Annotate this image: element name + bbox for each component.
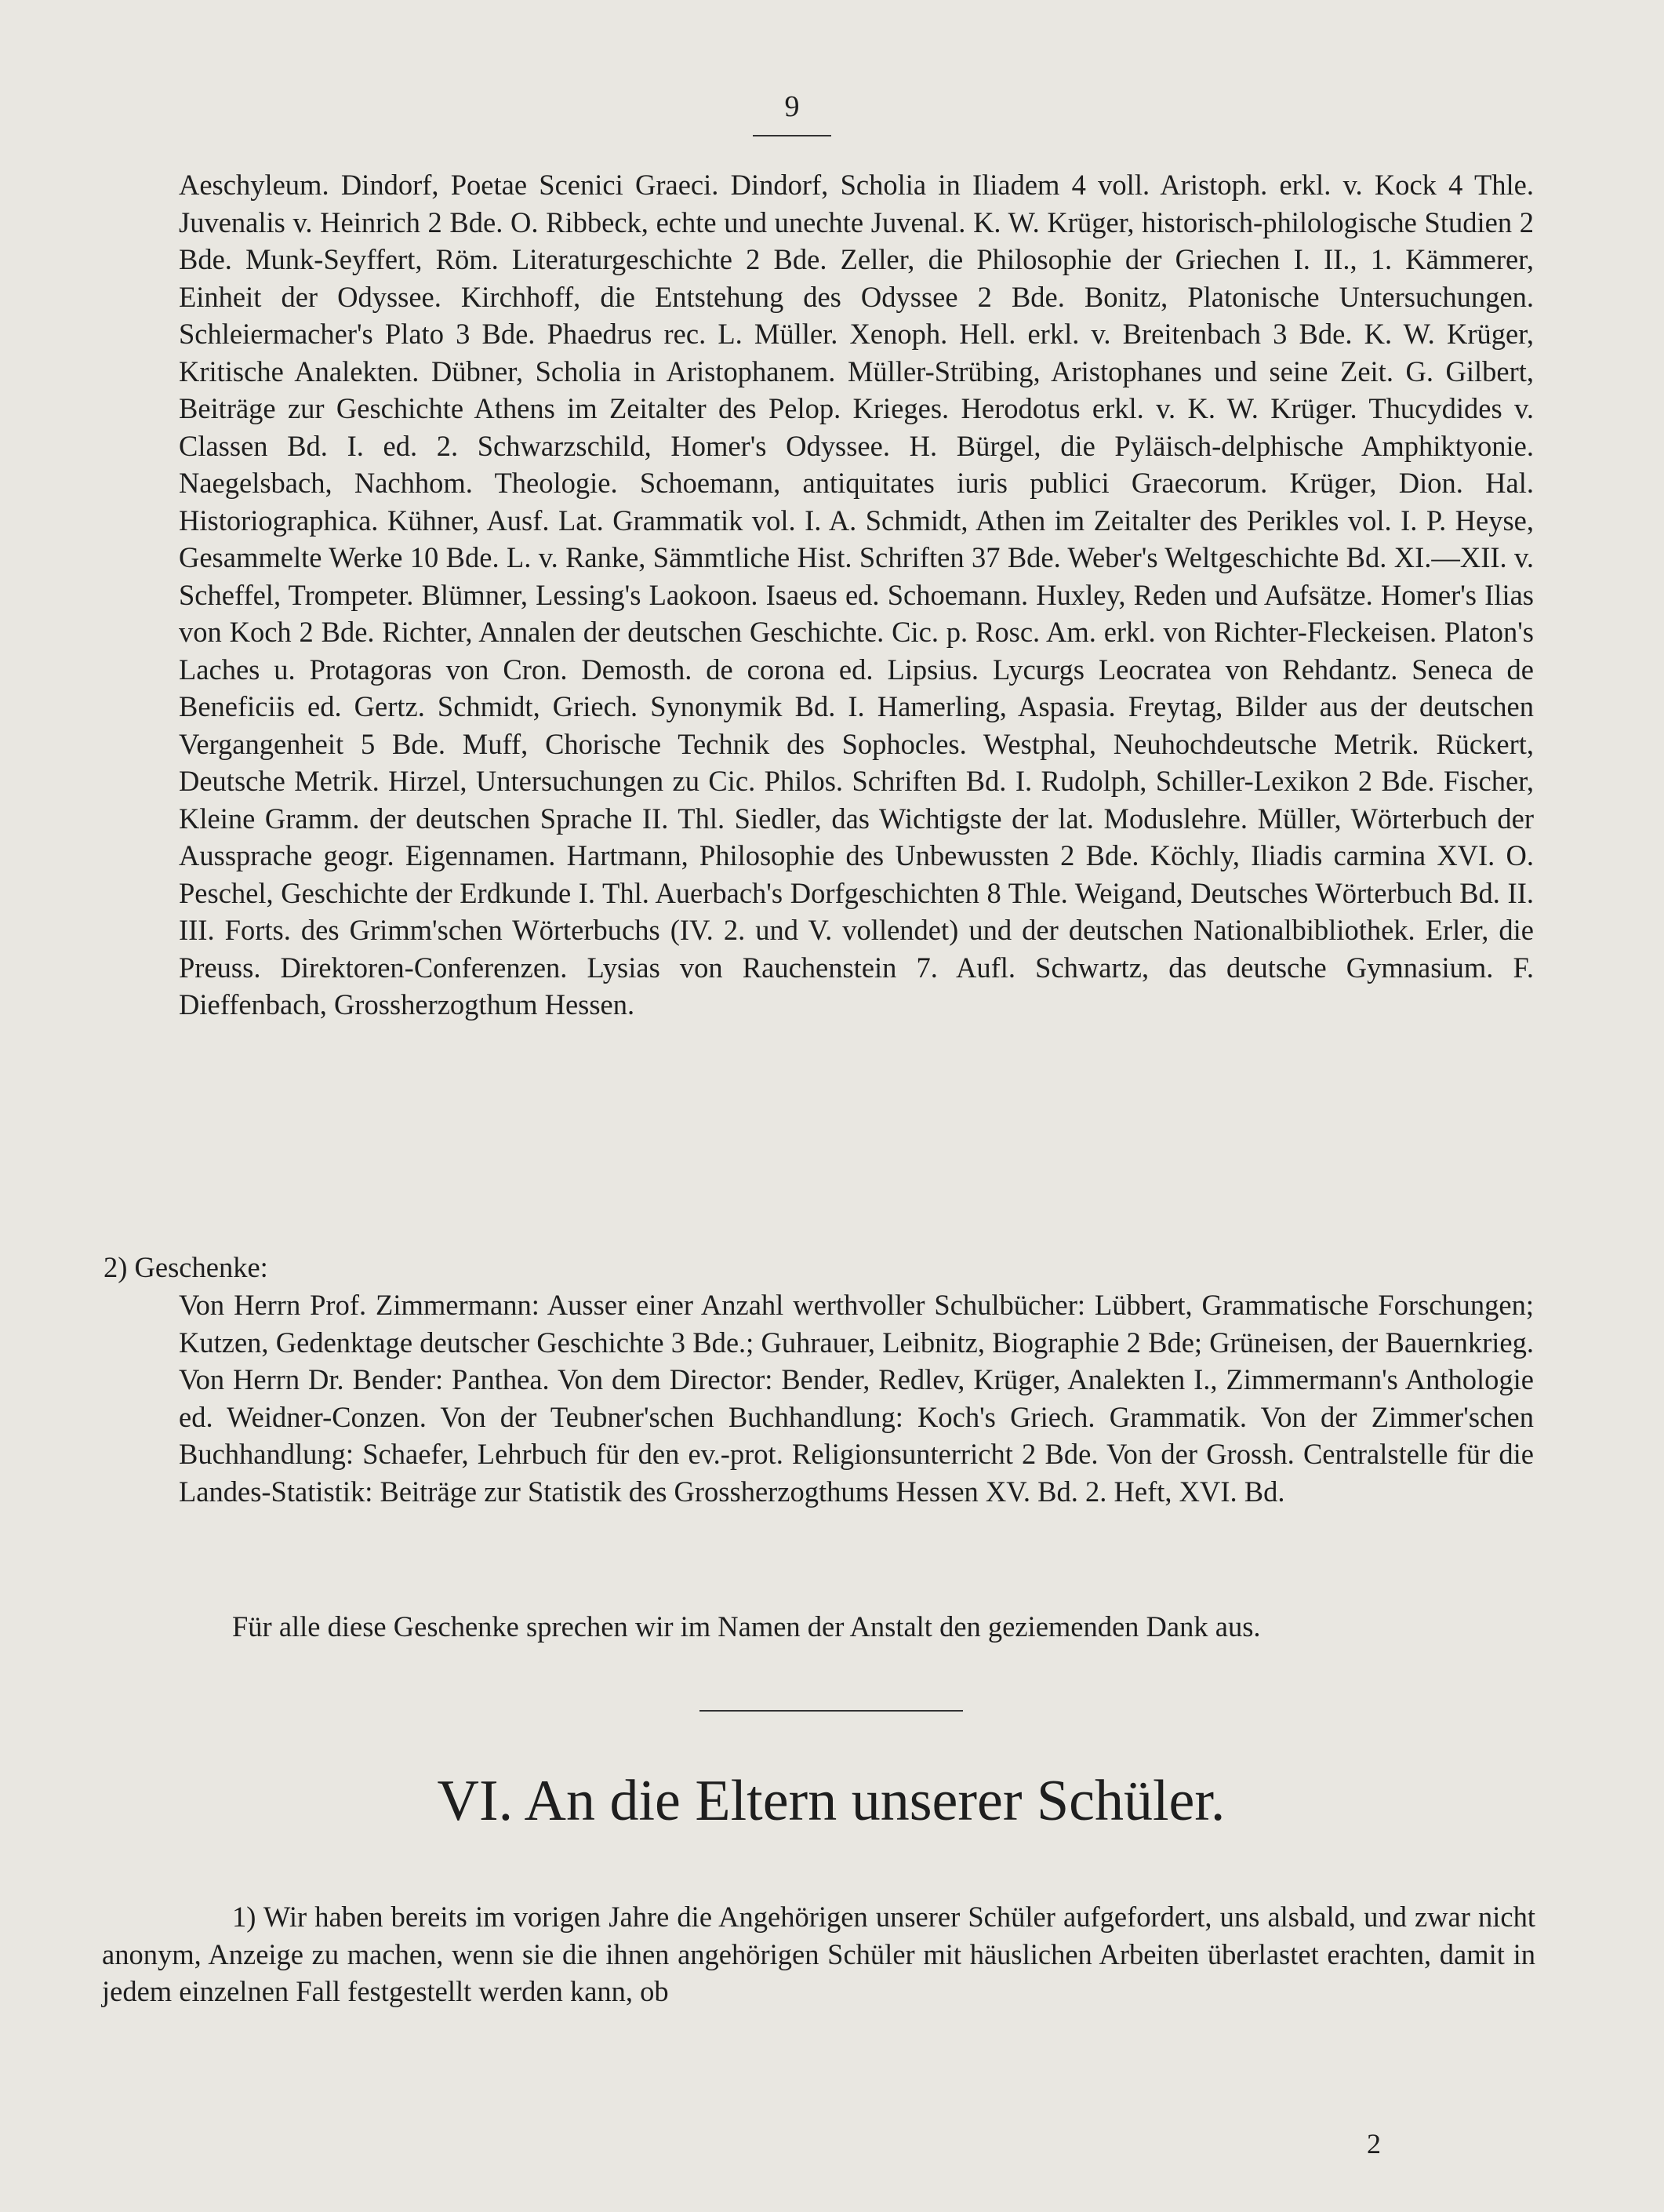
section-heading: VI. An die Eltern unserer Schüler. [437,1769,1226,1833]
thanks-paragraph: Für alle diese Geschenke sprechen wir im Namen der Anstalt den geziemenden Dank aus. [232,1610,1261,1643]
gifts-label: 2) Geschenke: [104,1251,268,1283]
section-divider [699,1710,963,1712]
book-list-paragraph: Aeschyleum. Dindorf, Poetae Scenici Graeci. Dindorf, Scholia in Iliadem 4 voll. Aristoph. erkl. v. Kock 4 Thle. Juvenalis v. Heinrich 2 Bde. O. Ribbeck, echte und unechte Juvenal. K. W. Krüger, historisch-philologische Studien 2 Bde. Munk-Seyffert, Röm. Literaturgeschichte 2 Bde. Zeller, die Philosophie der Griechen I. II., 1. Kämmerer, Einheit der Odyssee. Kirchhoff, die Entstehung des Odyssee 2 Bde. Bonitz, Platonische Untersuchungen. Schleiermacher's Plato 3 Bde. Phaedrus rec. L. Müller. Xenoph. Hell. erkl. v. Breitenbach 3 Bde. K. W. Krüger, Kritische Analekten. Dübner, Scholia in Aristophanem. Müller-Strübing, Aristophanes und seine Zeit. G. Gilbert, Beiträge zur Geschichte Athens im Zeitalter des Pelop. Krieges. Herodotus erkl. v. K. W. Krüger. Thucydides v. Classen Bd. I. ed. 2. Schwarzschild, Homer's Odyssee. H. Bürgel, die Pyläisch-delphische Amphiktyonie. Naegelsbach, Nachhom. Theologie. Schoemann, antiquitates iuris publici Graecorum. Krüger, Dion. Hal. Historiographica. Kühner, Ausf. Lat. Grammatik vol. I. A. Schmidt, Athen im Zeitalter des Perikles vol. I. P. Heyse, Gesammelte Werke 10 Bde. L. v. Ranke, Sämmtliche Hist. Schriften 37 Bde. Weber's Weltgeschichte Bd. XI.—XII. v. Scheffel, Trompeter. Blümner, Lessing's Laokoon. Isaeus ed. Schoemann. Huxley, Reden und Aufsätze. Homer's Ilias von Koch 2 Bde. Richter, Annalen der deutschen Geschichte. Cic. p. Rosc. Am. erkl. von Richter-Fleckeisen. Platon's Laches u. Protagoras von Cron. Demosth. de corona ed. Lipsius. Lycurgs Leocratea von Rehdantz. Seneca de Beneficiis ed. Gertz. Schmidt, Griech. Synonymik Bd. I. Hamerling, Aspasia. Freytag, Bilder aus der deutschen Vergangenheit 5 Bde. Muff, Chorische Technik des Sophocles. Westphal, Neuhochdeutsche Metrik. Rückert, Deutsche Metrik. Hirzel, Untersuchungen zu Cic. Philos. Schriften Bd. I. Rudolph, Schiller-Lexikon 2 Bde. Fischer, Kleine Gramm. der deutschen Sprache II. Thl. Siedler, das Wichtigste der lat. Moduslehre. Müller, Wörterbuch der Aussprache geogr. Eigennamen. Hartmann, Philosophie des Unbewussten 2 Bde. Köchly, Iliadis carmina XVI. O. Peschel, Geschichte der Erdkunde I. Thl. Auerbach's Dorfgeschichten 8 Thle. Weigand, Deutsches Wörterbuch Bd. II. III. Forts. des Grimm'schen Wörterbuchs (IV. 2. und V. vollendet) und der deutschen Nationalbibliothek. Erler, die Preuss. Direktoren-Conferenzen. Lysias von Rauchenstein 7. Aufl. Schwartz, das deutsche Gymnasium. F. Dieffenbach, Grossherzogthum Hessen. [179,169,1534,1021]
section-paragraph: 1) Wir haben bereits im vorigen Jahre die Angehörigen unserer Schüler aufgefordert, uns alsbald, und zwar nicht anonym, Anzeige zu machen, wenn sie die ihnen angehörigen Schüler mit häuslichen Arbeiten überlastet erachten, damit in jedem einzelnen Fall festgestellt werden kann, ob [102,1901,1535,2007]
gifts-paragraph: Von Herrn Prof. Zimmermann: Ausser einer Anzahl werthvoller Schulbücher: Lübbert, Grammatische Forschungen; Kutzen, Gedenktage deutscher Geschichte 3 Bde.; Guhrauer, Leibnitz, Biographie 2 Bde; Grüneisen, der Bauernkrieg. Von Herrn Dr. Bender: Panthea. Von dem Director: Bender, Redlev, Krüger, Analekten I., Zimmermann's Anthologie ed. Weidner-Conzen. Von der Teubner'schen Buchhandlung: Koch's Griech. Grammatik. Von der Zimmer'schen Buchhandlung: Schaefer, Lehrbuch für den ev.-prot. Religionsunterricht 2 Bde. Von der Grossh. Centralstelle für die Landes-Statistik: Beiträge zur Statistik des Grossherzogthums Hessen XV. Bd. 2. Heft, XVI. Bd. [179,1289,1534,1508]
page-number: 9 [784,90,800,123]
signature-mark: 2 [1367,2128,1381,2159]
page-number-rule [753,135,831,136]
